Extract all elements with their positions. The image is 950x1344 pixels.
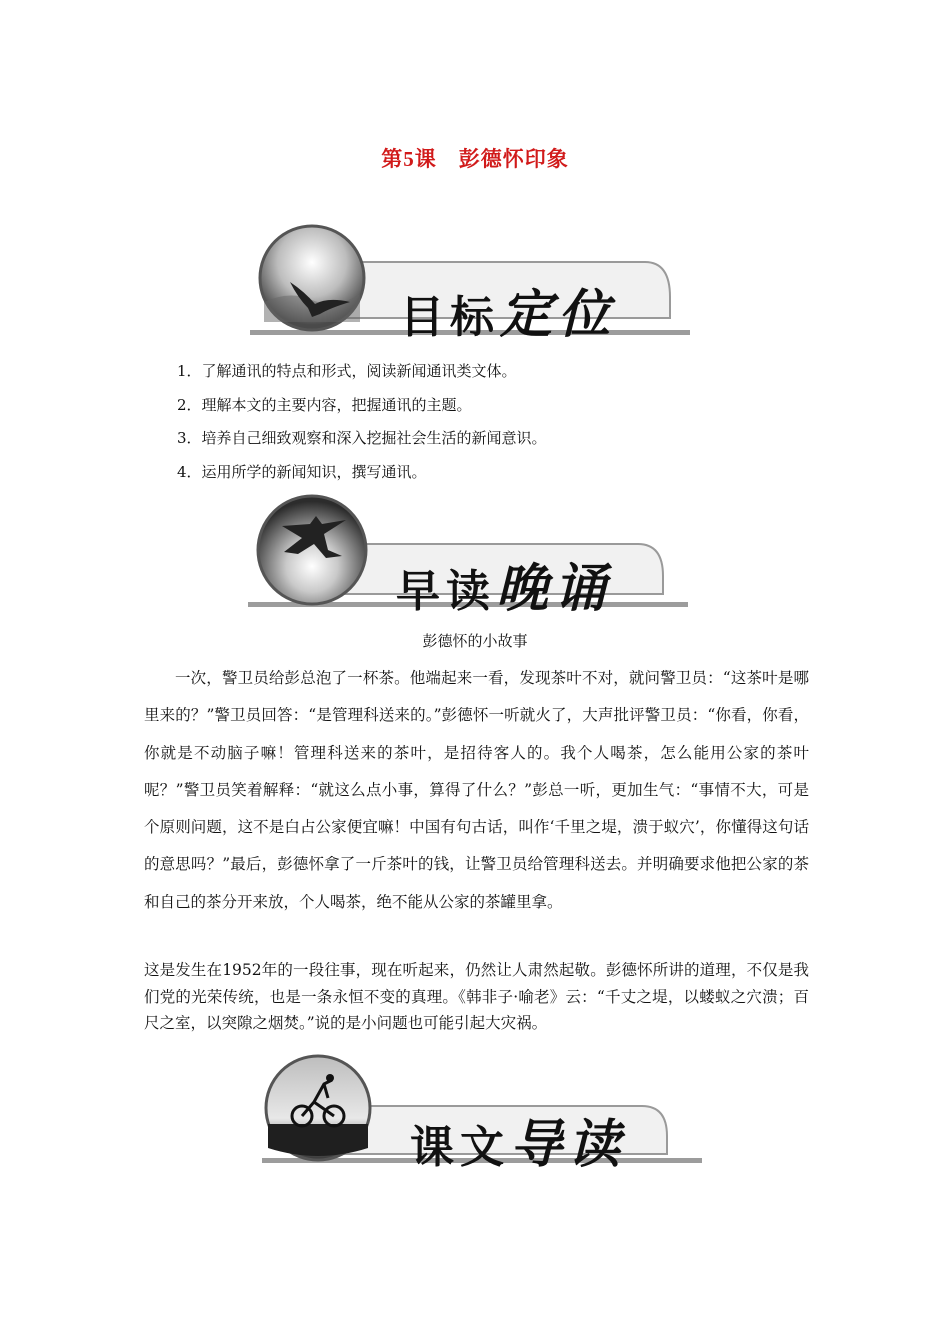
banner-goals bbox=[250, 222, 690, 345]
story-title: 彭德怀的小故事 bbox=[422, 632, 528, 650]
jumping-person-icon bbox=[272, 506, 352, 576]
goal-item: 3．培养自己细致观察和深入挖掘社会生活的新闻意识。 bbox=[177, 429, 547, 447]
banner-guide-text-a: 课文 bbox=[410, 1122, 510, 1173]
banner-reading bbox=[248, 494, 688, 619]
story-commentary: 这是发生在1952年的一段往事，现在听起来，仍然让人肃然起敬。彭德怀所讲的道理，不仅是我们党的光荣传统，也是一条永恒不变的真理。《韩非子·喻老》云：“千丈之堤，以蝼蚁之穴溃；百尺之室，以突隙之烟焚。”说的是小问题也可能引起大灾祸。 bbox=[144, 961, 809, 1032]
banner-reading-text-a: 早读 bbox=[396, 566, 496, 617]
banner-goals-text-a: 目标 bbox=[400, 292, 500, 343]
banner-text-guide bbox=[262, 1052, 702, 1175]
eagle-icon bbox=[280, 262, 360, 322]
goal-item: 1．了解通讯的特点和形式，阅读新闻通讯类文体。 bbox=[177, 362, 517, 380]
page-title: 第5课 彭德怀印象 bbox=[381, 146, 569, 171]
banner-guide-text-b: 导读 bbox=[510, 1115, 627, 1175]
goal-item: 4．运用所学的新闻知识，撰写通讯。 bbox=[177, 462, 427, 481]
banner-goals-text-b: 定位 bbox=[500, 285, 617, 345]
goal-item: 2．理解本文的主要内容，把握通讯的主题。 bbox=[177, 395, 472, 414]
cyclist-icon bbox=[288, 1072, 348, 1132]
story-body: 一次，警卫员给彭总泡了一杯茶。他端起来一看，发现茶叶不对，就问警卫员：“这茶叶是哪里来的？”警卫员回答：“是管理科送来的。”彭德怀一听就火了，大声批评警卫员：“你看，你看，你就是不动脑子嘛！管理科送来的茶叶，是招待客人的。我个人喝茶，怎么能用公家的茶叶呢？”警卫员笑着解释：“就这么点小事，算得了什么？”彭总一听，更加生气：“事情不大，可是个原则问题，这不是白占公家便宜嘛！中国有句古话，叫作‘千里之堤，溃于蚁穴’，你懂得这句话的意思吗？”最后，彭德怀拿了一斤茶叶的钱，让警卫员给管理科送去。并明确要求他把公家的茶和自己的茶分开来放，个人喝茶，绝不能从公家的茶罐里拿。 bbox=[144, 669, 809, 911]
banner-reading-text-b: 晚诵 bbox=[496, 559, 613, 619]
learning-goals-list bbox=[177, 355, 547, 489]
